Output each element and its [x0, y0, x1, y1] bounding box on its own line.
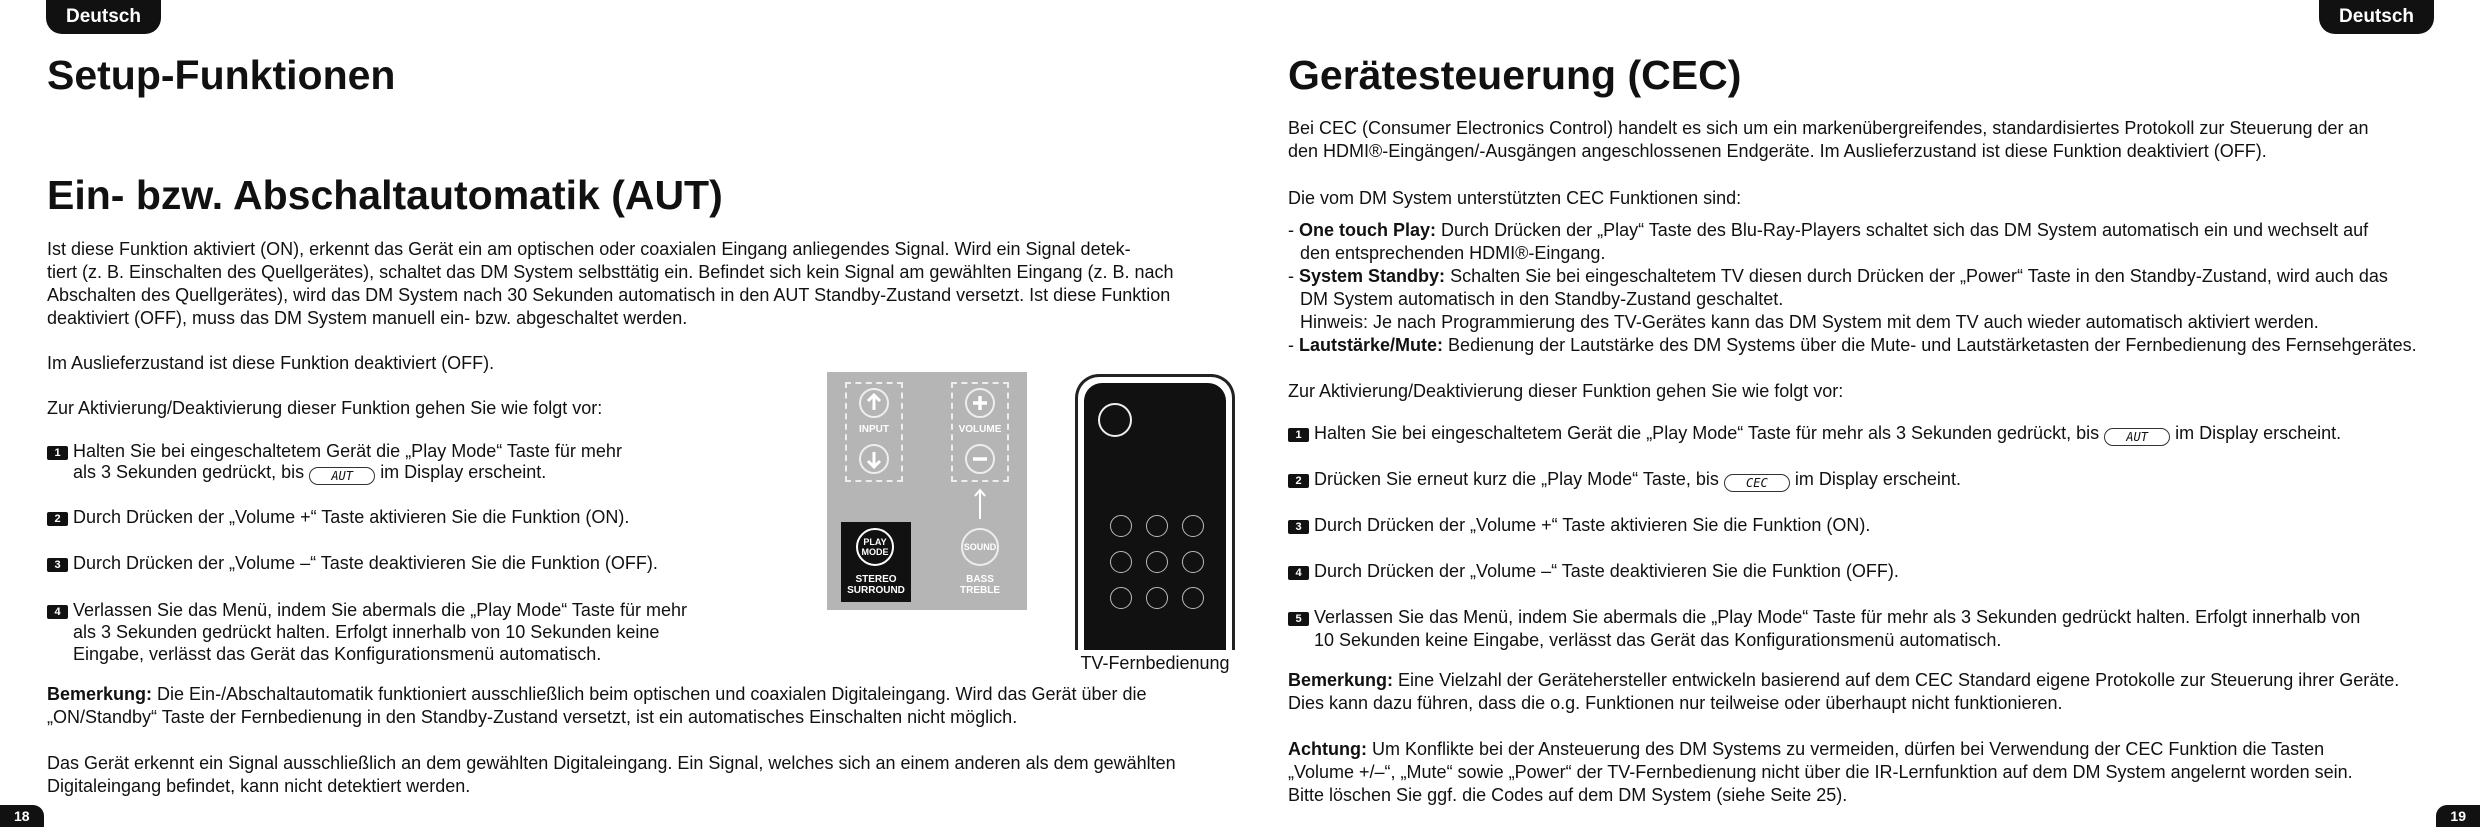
play-mode-button: PLAY MODE: [856, 528, 894, 566]
cec-remark-line-1: Bemerkung: Eine Vielzahl der Gerätehersteller entwickeln basierend auf dem CEC Standard eigene Protokolle zur Steuerung ihrer Geräte.: [1288, 670, 2400, 690]
tv-key: [1146, 551, 1168, 573]
cec-intro-line-2: den HDMI®-Eingängen/-Ausgängen angeschlossenen Endgeräte. Im Auslieferzustand ist diese Funktion deaktiviert (OFF).: [1288, 141, 2267, 161]
step-number-badge: 4: [1288, 566, 1309, 580]
aut-step-4-cont-2: Eingabe, verlässt das Gerät das Konfigurationsmenü automatisch.: [73, 644, 602, 664]
input-up-icon: [859, 388, 889, 418]
aut-step-1-cont: als 3 Sekunden gedrückt, bis AUT im Display erscheint.: [73, 462, 547, 483]
tv-key: [1110, 551, 1132, 573]
cec-feature-system-standby: - System Standby: Schalten Sie bei eingeschaltetem TV diesen durch Drücken der „Power“ Taste in den Standby-Zustand, wird auch das: [1288, 266, 2388, 286]
aut-remark-line-1: Bemerkung: Die Ein-/Abschaltautomatik funktioniert ausschließlich beim optischen und coaxialen Digitaleingang. Wird das Gerät über die: [47, 684, 1147, 704]
aut-step-4: 4 Verlassen Sie das Menü, indem Sie abermals die „Play Mode“ Taste für mehr: [47, 599, 687, 622]
cec-feature-system-standby-cont-1: DM System automatisch in den Standby-Zustand geschaltet.: [1300, 289, 1784, 309]
cec-feature-one-touch-play: - One touch Play: Durch Drücken der „Play“ Taste des Blu-Ray-Players schaltet sich das DM System automatisch ein und wechselt auf: [1288, 220, 2369, 240]
step-number-badge: 1: [1288, 428, 1309, 442]
step-number-badge: 1: [47, 446, 68, 460]
aut-signal-line-2: Digitaleingang befindet, kann nicht detektiert werden.: [47, 776, 471, 796]
sound-button: SOUND: [961, 528, 999, 566]
tv-key: [1110, 587, 1132, 609]
tv-key: [1182, 587, 1204, 609]
language-tab-left: Deutsch: [46, 0, 161, 34]
tv-key: [1146, 587, 1168, 609]
cec-step-4: 4 Durch Drücken der „Volume –“ Taste deaktivieren Sie die Funktion (OFF).: [1288, 560, 1899, 583]
cec-feature-volume-mute: - Lautstärke/Mute: Bedienung der Lautstärke des DM Systems über die Mute- und Lautstärketasten der Fernbedienung des Fernsehgerätes.: [1288, 335, 2417, 355]
step-number-badge: 4: [47, 605, 68, 619]
aut-title: Ein- bzw. Abschaltautomatik (AUT): [47, 172, 723, 218]
volume-minus-icon: [965, 444, 995, 474]
tv-remote-caption: TV-Fernbedienung: [1080, 653, 1230, 673]
aut-intro-line-2: tiert (z. B. Einschalten des Quellgerätes), schaltet das DM System selbsttätig ein. Befindet sich kein Signal am gewählten Eingang (z. B. nach: [47, 262, 1174, 282]
aut-intro-line-3: Abschalten des Quellgerätes), wird das DM System nach 30 Sekunden automatisch in den AUT Standby-Zustand versetzt. Ist diese Funktion: [47, 285, 1171, 305]
cec-feature-system-standby-cont-2: Hinweis: Je nach Programmierung des TV-Gerätes kann das DM System mit dem TV auch wieder automatisch aktiviert werden.: [1300, 312, 2319, 332]
aut-howto-text: Zur Aktivierung/Deaktivierung dieser Funktion gehen Sie wie folgt vor:: [47, 398, 603, 418]
power-button-icon: [1098, 403, 1132, 437]
tv-key: [1146, 515, 1168, 537]
arrow-up-icon: [972, 487, 988, 521]
tv-key: [1182, 551, 1204, 573]
tv-remote-illustration: [1075, 374, 1235, 650]
cec-remark-line-2: Dies kann dazu führen, dass die o.g. Funktionen nur teilweise oder überhaupt nicht funktionieren.: [1288, 693, 2063, 713]
aut-step-2: 2 Durch Drücken der „Volume +“ Taste aktivieren Sie die Funktion (ON).: [47, 506, 629, 529]
aut-signal-line-1: Das Gerät erkennt ein Signal ausschließlich an dem gewählten Digitaleingang. Ein Signal, welches sich an einem anderen als dem gewählten: [47, 753, 1176, 773]
cec-supported-text: Die vom DM System unterstützten CEC Funktionen sind:: [1288, 188, 1742, 208]
bass-treble-label: BASS TREBLE: [960, 574, 1000, 596]
cec-step-3: 3 Durch Drücken der „Volume +“ Taste aktivieren Sie die Funktion (ON).: [1288, 514, 1870, 537]
volume-plus-icon: [965, 388, 995, 418]
step-number-badge: 5: [1288, 612, 1309, 626]
section-title: Setup-Funktionen: [47, 52, 396, 98]
aut-step-4-cont-1: als 3 Sekunden gedrückt halten. Erfolgt innerhalb von 10 Sekunden keine: [73, 622, 660, 642]
display-indicator: AUT: [2104, 428, 2170, 446]
step-number-badge: 2: [47, 512, 68, 526]
page-number-left: 18: [0, 805, 44, 827]
cec-feature-one-touch-play-cont: den entsprechenden HDMI®-Eingang.: [1300, 243, 1606, 263]
cec-step-1: 1 Halten Sie bei eingeschaltetem Gerät die „Play Mode“ Taste für mehr als 3 Sekunden gedrückt, bis AUT im Display erscheint.: [1288, 422, 2341, 446]
step-number-badge: 3: [47, 558, 68, 572]
play-mode-button-box: [841, 522, 911, 602]
cec-step-5: 5 Verlassen Sie das Menü, indem Sie abermals die „Play Mode“ Taste für mehr als 3 Sekunden gedrückt halten. Erfolgt innerhalb von: [1288, 606, 2360, 629]
dm-remote-illustration: [827, 372, 1027, 610]
cec-warning-line-3: Bitte löschen Sie ggf. die Codes auf dem DM System (siehe Seite 25).: [1288, 785, 1848, 805]
cec-warning-line-2: „Volume +/–“, „Mute“ sowie „Power“ der TV-Fernbedienung nicht über die IR-Lernfunktion auf dem DM System angelernt worden sein.: [1288, 762, 2353, 782]
tv-remote-body: [1084, 383, 1226, 650]
aut-step-3: 3 Durch Drücken der „Volume –“ Taste deaktivieren Sie die Funktion (OFF).: [47, 552, 658, 575]
cec-howto-text: Zur Aktivierung/Deaktivierung dieser Funktion gehen Sie wie folgt vor:: [1288, 381, 1844, 401]
page-number-right: 19: [2436, 805, 2480, 827]
input-label: INPUT: [859, 424, 889, 435]
display-indicator: AUT: [309, 467, 375, 485]
step-number-badge: 3: [1288, 520, 1309, 534]
aut-intro-line-4: deaktiviert (OFF), muss das DM System manuell ein- bzw. abgeschaltet werden.: [47, 308, 688, 328]
aut-intro-line-1: Ist diese Funktion aktiviert (ON), erkennt das Gerät ein am optischen oder coaxialen Eingang anliegendes Signal. Wird ein Signal detek-: [47, 239, 1131, 259]
aut-remark-line-2: „ON/Standby“ Taste der Fernbedienung in den Standby-Zustand versetzt, ist ein automatisches Einschalten nicht möglich.: [47, 707, 1018, 727]
aut-step-1: 1 Halten Sie bei eingeschaltetem Gerät die „Play Mode“ Taste für mehr: [47, 440, 622, 463]
tv-key: [1182, 515, 1204, 537]
tv-key: [1110, 515, 1132, 537]
step-number-badge: 2: [1288, 474, 1309, 488]
input-down-icon: [859, 444, 889, 474]
display-indicator: CEC: [1724, 474, 1790, 492]
volume-label: VOLUME: [958, 424, 1002, 435]
cec-warning-line-1: Achtung: Um Konflikte bei der Ansteuerung des DM Systems zu vermeiden, dürfen bei Verwendung der CEC Funktion die Tasten: [1288, 739, 2325, 759]
cec-step-5-cont: 10 Sekunden keine Eingabe, verlässt das Gerät das Konfigurationsmenü automatisch.: [1314, 630, 2002, 650]
cec-step-2: 2 Drücken Sie erneut kurz die „Play Mode“ Taste, bis CEC im Display erscheint.: [1288, 468, 1961, 492]
aut-default-text: Im Auslieferzustand ist diese Funktion deaktiviert (OFF).: [47, 353, 495, 373]
stereo-surround-label: STEREO SURROUND: [847, 574, 905, 596]
cec-title: Gerätesteuerung (CEC): [1288, 52, 1742, 98]
cec-intro-line-1: Bei CEC (Consumer Electronics Control) handelt es sich um ein markenübergreifendes, standardisiertes Protokoll zur Steuerung der an: [1288, 118, 2369, 138]
language-tab-right: Deutsch: [2319, 0, 2434, 34]
